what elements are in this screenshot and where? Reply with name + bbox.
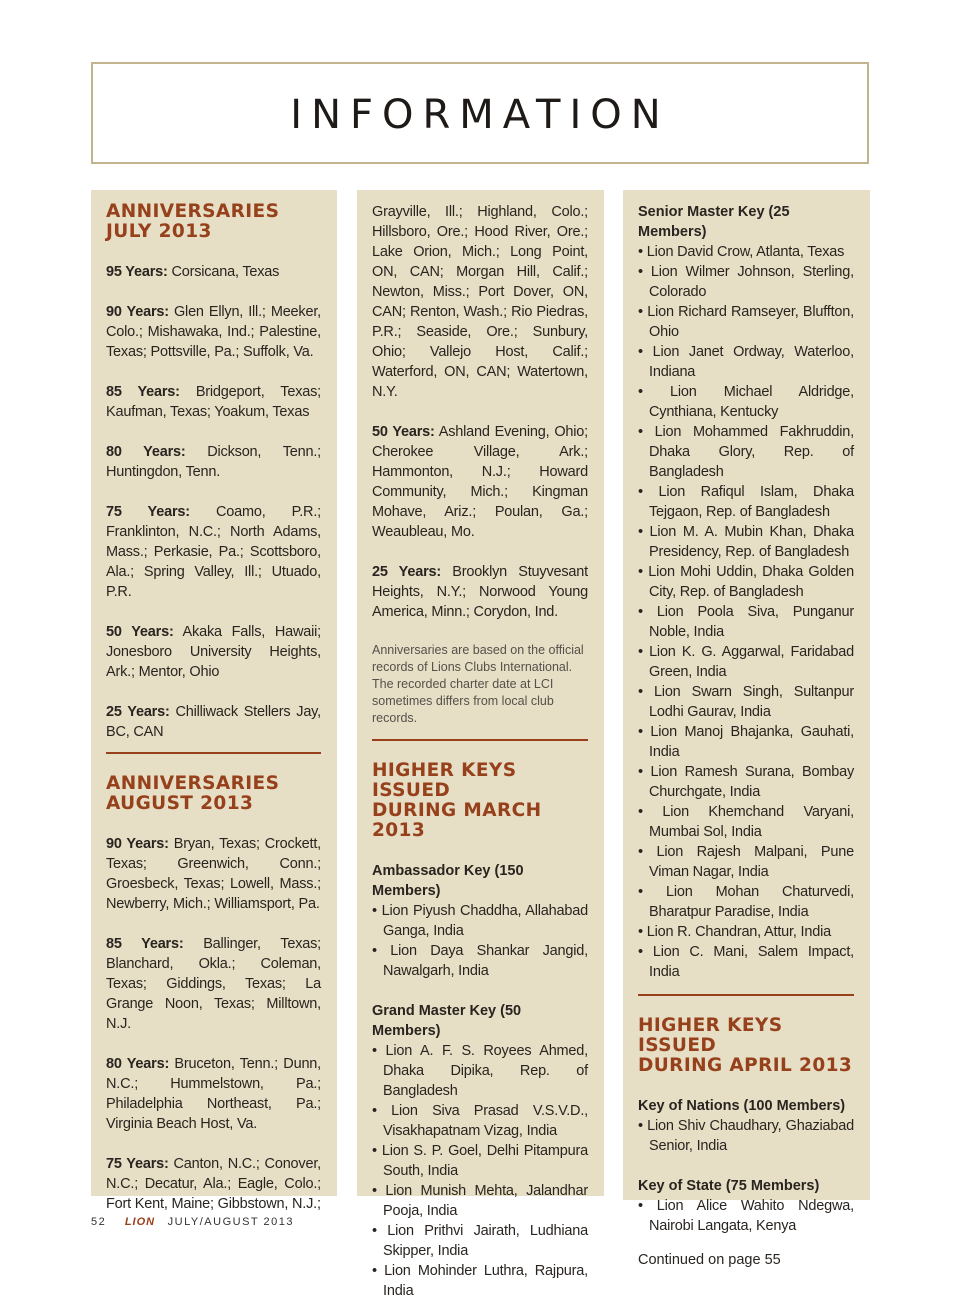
club-list: Canton, N.C.; Conover, N.C.; Decatur, Ala.; Eagle, Colo.; Fort Kent, Maine; Gibbstown, N.J.; xyxy=(106,1156,321,1212)
section-divider xyxy=(106,752,321,754)
page-footer xyxy=(91,1216,294,1228)
list-item: • Lion Shiv Chaudhary, Ghaziabad Senior, India xyxy=(638,1116,854,1156)
anniversary-entry xyxy=(106,702,321,742)
august-anniversaries xyxy=(106,834,321,1214)
list-item: • Lion Janet Ordway, Waterloo, Indiana xyxy=(638,342,854,382)
club-list: Bridgeport, Texas; Kaufman, Texas; Yoakum, Texas xyxy=(106,384,321,420)
club-list: Dickson, Tenn.; Huntingdon, Tenn. xyxy=(106,444,321,480)
years-label: 85 Years: xyxy=(106,936,184,952)
section-heading-july xyxy=(106,202,321,242)
years-label: 75 Years: xyxy=(106,504,190,520)
section-divider xyxy=(372,739,588,741)
issue-date: JULY/AUGUST 2013 xyxy=(167,1216,294,1228)
list-item: • Lion Ramesh Surana, Bombay Churchgate, India xyxy=(638,762,854,802)
page-title: INFORMATION xyxy=(290,92,670,138)
title-box xyxy=(91,62,869,164)
anniversary-entry xyxy=(106,934,321,1034)
years-label: 90 Years: xyxy=(106,304,169,320)
list-item: • Lion Mohi Uddin, Dhaka Golden City, Rep. of Bangladesh xyxy=(638,562,854,602)
list-item: • Lion Munish Mehta, Jalandhar Pooja, India xyxy=(372,1181,588,1221)
section-divider xyxy=(638,994,854,996)
club-list: Akaka Falls, Hawaii; Jonesboro University Heights, Ark.; Mentor, Ohio xyxy=(106,624,321,680)
key-heading-senior-master: Senior Master Key (25 Members) xyxy=(638,204,790,240)
list-item: • Lion Prithvi Jairath, Ludhiana Skipper, India xyxy=(372,1221,588,1261)
anniversary-entry xyxy=(106,502,321,602)
list-item: • Lion Mohammed Fakhruddin, Dhaka Glory, Rep. of Bangladesh xyxy=(638,422,854,482)
state-list xyxy=(638,1196,854,1236)
section-heading-august xyxy=(106,774,321,814)
anniversary-entry xyxy=(106,1054,321,1134)
list-item: • Lion Khemchand Varyani, Mumbai Sol, India xyxy=(638,802,854,842)
anniversary-note: Anniversaries are based on the official records of Lions Clubs International. The recorded charter date at LCI sometimes differs from local club records. xyxy=(372,643,584,725)
list-item: • Lion S. P. Goel, Delhi Pitampura South, India xyxy=(372,1141,588,1181)
heading-line: JULY 2013 xyxy=(106,221,212,242)
club-list: Ballinger, Texas; Blanchard, Okla.; Coleman, Texas; Giddings, Texas; La Grange Noon, Texas; Milltown, N.J. xyxy=(106,936,321,1032)
heading-line: ANNIVERSARIES xyxy=(106,201,280,222)
list-item: • Lion A. F. S. Royees Ahmed, Dhaka Dipika, Rep. of Bangladesh xyxy=(372,1041,588,1101)
section-heading-april xyxy=(638,1016,854,1076)
list-item: • Lion Alice Wahito Ndegwa, Nairobi Langata, Kenya xyxy=(638,1196,854,1236)
club-list: Bruceton, Tenn.; Dunn, N.C.; Hummelstown, Pa.; Philadelphia Northeast, Pa.; Virginia Beach Host, Va. xyxy=(106,1056,321,1132)
years-label: 25 Years: xyxy=(106,704,170,720)
club-list: Chilliwack Stellers Jay, BC, CAN xyxy=(106,704,321,740)
list-item: • Lion Siva Prasad V.S.V.D., Visakhapatnam Vizag, India xyxy=(372,1101,588,1141)
club-list: Bryan, Texas; Crockett, Texas; Greenwich, Conn.; Groesbeck, Texas; Lowell, Mass.; Newberry, Mich.; Williamsport, Pa. xyxy=(106,836,321,912)
ambassador-list xyxy=(372,901,588,981)
section-heading-march xyxy=(372,761,588,841)
years-label: 50 Years: xyxy=(372,424,435,440)
years-label: 95 Years: xyxy=(106,264,168,280)
anniversary-entry xyxy=(106,622,321,682)
list-item: • Lion Poola Siva, Punganur Noble, India xyxy=(638,602,854,642)
continued-paragraph: Grayville, Ill.; Highland, Colo.; Hillsboro, Ore.; Hood River, Ore.; Lake Orion, Mich.; Long Point, ON, CAN; Morgan Hill, Calif.; Newton, Miss.; Port Dover, ON, CAN; Renton, Wash.; Rio Piedras, P.R.; Seaside, Ore.; Sunbury, Ohio; Vallejo Host, Calif.; Waterford, ON, CAN; Watertown, N.Y. xyxy=(372,204,588,400)
heading-line: DURING MARCH 2013 xyxy=(372,800,542,841)
years-label: 85 Years: xyxy=(106,384,180,400)
list-item: • Lion Michael Aldridge, Cynthiana, Kentucky xyxy=(638,382,854,422)
heading-line: ANNIVERSARIES xyxy=(106,773,280,794)
years-label: 50 Years: xyxy=(106,624,174,640)
years-label: 90 Years: xyxy=(106,836,169,852)
nations-list xyxy=(638,1116,854,1156)
heading-line: HIGHER KEYS ISSUED xyxy=(372,760,517,801)
anniversary-entry xyxy=(372,422,588,542)
club-list: Glen Ellyn, Ill.; Meeker, Colo.; Mishawaka, Ind.; Palestine, Texas; Pottsville, Pa.; Suffolk, Va. xyxy=(106,304,321,360)
anniversary-entry xyxy=(106,1154,321,1214)
years-label: 80 Years: xyxy=(106,444,186,460)
years-label: 25 Years: xyxy=(372,564,442,580)
key-heading-nations: Key of Nations (100 Members) xyxy=(638,1098,846,1114)
page-number: 52 xyxy=(91,1216,107,1228)
list-item: • Lion Rafiqul Islam, Dhaka Tejgaon, Rep. of Bangladesh xyxy=(638,482,854,522)
july-anniversaries xyxy=(106,262,321,742)
heading-line: AUGUST 2013 xyxy=(106,793,254,814)
august-anniversaries-continued xyxy=(372,422,588,642)
column-1 xyxy=(91,190,337,1212)
years-label: 80 Years: xyxy=(106,1056,170,1072)
grand-master-list xyxy=(372,1041,588,1301)
list-item: • Lion Piyush Chaddha, Allahabad Ganga, India xyxy=(372,901,588,941)
list-item: • Lion Mohinder Luthra, Rajpura, India xyxy=(372,1261,588,1301)
anniversary-entry xyxy=(372,562,588,622)
anniversary-entry xyxy=(106,302,321,362)
column-2 xyxy=(357,190,604,1299)
list-item: • Lion M. A. Mubin Khan, Dhaka Presidency, Rep. of Bangladesh xyxy=(638,522,854,562)
heading-line: DURING APRIL 2013 xyxy=(638,1055,853,1076)
list-item: • Lion Swarn Singh, Sultanpur Lodhi Gaurav, India xyxy=(638,682,854,722)
key-heading-grand-master: Grand Master Key (50 Members) xyxy=(372,1003,522,1039)
anniversary-entry xyxy=(106,262,321,282)
senior-master-list xyxy=(638,242,854,982)
club-list: Ashland Evening, Ohio; Cherokee Village, Ark.; Hammonton, N.J.; Howard Community, Mich.; Kingman Mohave, Ariz.; Poulan, Ga.; Weaubleau, Mo. xyxy=(372,424,588,540)
heading-line: HIGHER KEYS ISSUED xyxy=(638,1015,783,1056)
continued-note: Continued on page 55 xyxy=(638,1252,781,1268)
column-3 xyxy=(623,190,870,1268)
years-label: 75 Years: xyxy=(106,1156,169,1172)
key-heading-state: Key of State (75 Members) xyxy=(638,1178,820,1194)
anniversary-entry xyxy=(106,442,321,482)
club-list: Corsicana, Texas xyxy=(167,264,280,280)
list-item: • Lion Mohan Chaturvedi, Bharatpur Paradise, India xyxy=(638,882,854,922)
list-item: • Lion Richard Ramseyer, Bluffton, Ohio xyxy=(638,302,854,342)
key-heading-ambassador: Ambassador Key (150 Members) xyxy=(372,863,524,899)
anniversary-entry xyxy=(106,834,321,914)
list-item: • Lion David Crow, Atlanta, Texas xyxy=(638,242,854,262)
list-item: • Lion R. Chandran, Attur, India xyxy=(638,922,854,942)
club-list: Coamo, P.R.; Franklinton, N.C.; North Adams, Mass.; Perkasie, Pa.; Scottsboro, Ala.; Spring Valley, Ill.; Utuado, P.R. xyxy=(106,504,321,600)
list-item: • Lion K. G. Aggarwal, Faridabad Green, India xyxy=(638,642,854,682)
list-item: • Lion C. Mani, Salem Impact, India xyxy=(638,942,854,982)
club-list: Brooklyn Stuyvesant Heights, N.Y.; Norwood Young America, Minn.; Corydon, Ind. xyxy=(372,564,588,620)
list-item: • Lion Rajesh Malpani, Pune Viman Nagar, India xyxy=(638,842,854,882)
list-item: • Lion Daya Shankar Jangid, Nawalgarh, India xyxy=(372,941,588,981)
list-item: • Lion Manoj Bhajanka, Gauhati, India xyxy=(638,722,854,762)
magazine-brand: LION xyxy=(124,1216,156,1228)
list-item: • Lion Wilmer Johnson, Sterling, Colorado xyxy=(638,262,854,302)
anniversary-entry xyxy=(106,382,321,422)
